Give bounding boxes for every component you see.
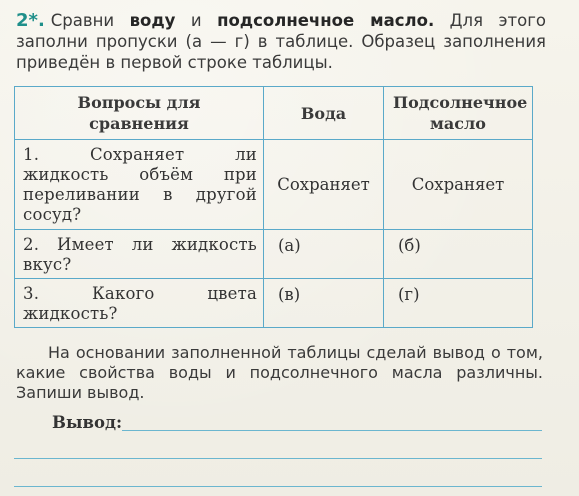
row-2-oil-blank[interactable]: (б) bbox=[384, 230, 533, 279]
row-2-water-blank[interactable]: (а) bbox=[264, 230, 384, 279]
task-bold-water: воду bbox=[129, 11, 176, 30]
task-statement bbox=[16, 10, 546, 73]
table-row bbox=[15, 140, 533, 230]
header-water: Вода bbox=[264, 87, 384, 140]
conclusion-instruction: На основании заполненной таблицы сделай вывод о том, какие свойства воды и подсолнечного масла различны. Запиши вывод. bbox=[16, 343, 543, 402]
table-header-row bbox=[15, 87, 533, 140]
comparison-table bbox=[14, 86, 533, 328]
row-3-oil-blank[interactable]: (г) bbox=[384, 279, 533, 328]
row-1-oil: Сохраняет bbox=[384, 140, 533, 230]
header-oil bbox=[384, 87, 533, 140]
row-3-question: 3. Какого цвета жидкость? bbox=[15, 279, 264, 328]
row-2-question: 2. Имеет ли жидкость вкус? bbox=[15, 230, 264, 279]
table-row bbox=[15, 279, 533, 328]
header-questions bbox=[15, 87, 264, 140]
row-3-water-blank[interactable]: (в) bbox=[264, 279, 384, 328]
answer-line-1[interactable] bbox=[122, 430, 542, 431]
conclusion-label: Вывод: bbox=[52, 413, 123, 432]
task-bold-oil: подсолнечное масло. bbox=[217, 11, 435, 30]
answer-line-3[interactable] bbox=[14, 486, 542, 487]
header-oil-text: Подсолнечное масло bbox=[393, 93, 528, 133]
task-text-part-1: Сравни bbox=[50, 11, 130, 30]
row-1-question: 1. Сохраняет ли жидкость объём при переливании в другой сосуд? bbox=[15, 140, 264, 230]
header-questions-text: Вопросы для сравнения bbox=[77, 93, 201, 133]
task-text-part-3: Для этого заполни пропуски (а — г) в таблице. Образец заполнения приведён в первой строке таблицы. bbox=[16, 11, 546, 72]
task-text-part-2: и bbox=[175, 11, 218, 30]
answer-line-2[interactable] bbox=[14, 458, 542, 459]
task-number: 2*. bbox=[16, 10, 45, 31]
table-row bbox=[15, 230, 533, 279]
row-1-water: Сохраняет bbox=[264, 140, 384, 230]
